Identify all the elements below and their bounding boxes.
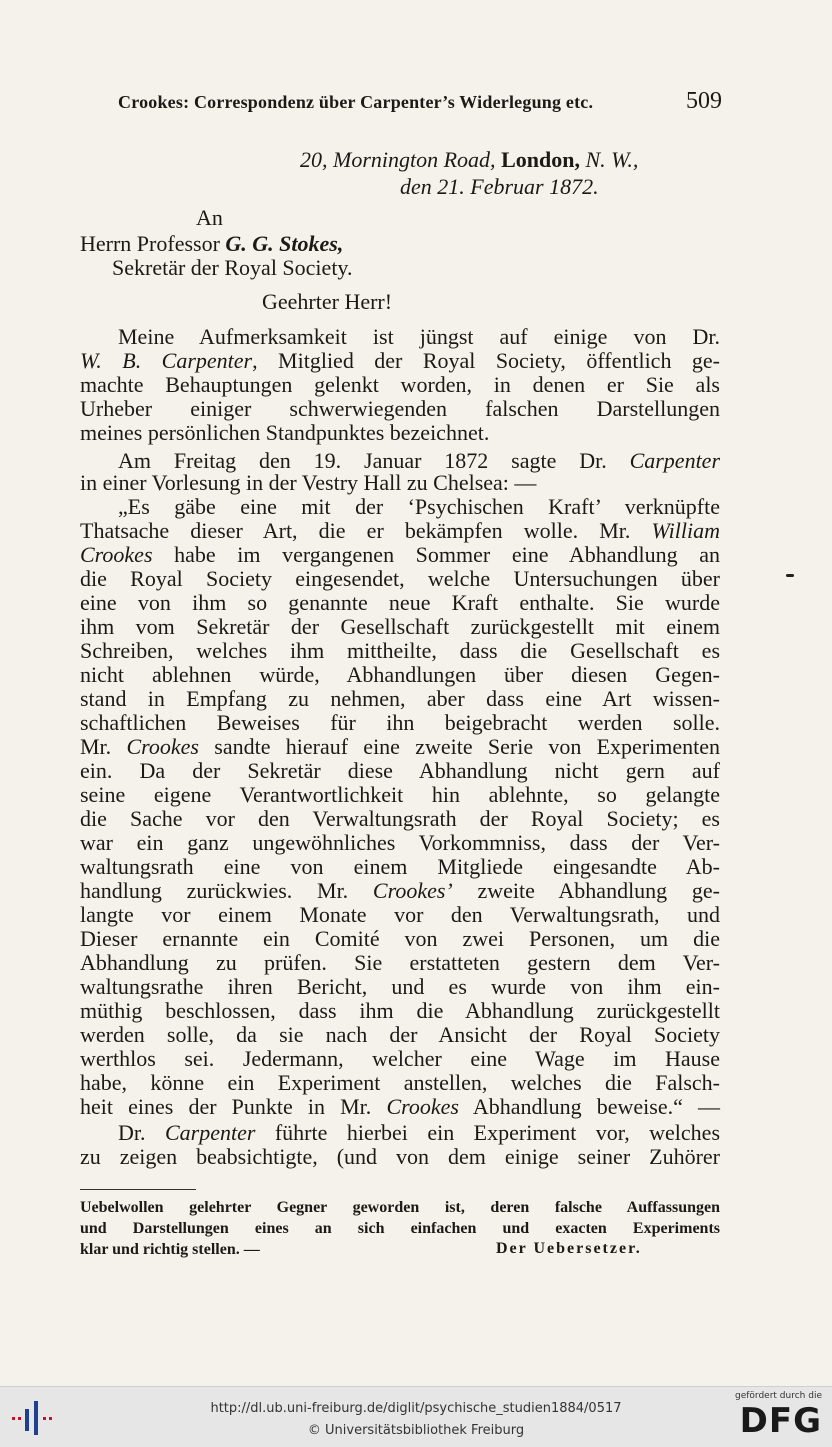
body-line: Meine Aufmerksamkeit ist jüngst auf einige von Dr. — [118, 324, 720, 349]
person-name: Crookes — [126, 734, 199, 759]
person-name: Crookes’ — [372, 878, 453, 903]
copyright-notice: © Universitätsbibliothek Freiburg — [307, 1423, 525, 1438]
recipient-prefix: Herrn Professor — [80, 231, 220, 256]
permalink-url[interactable]: http://dl.ub.uni-freiburg.de/diglit/psychische_studien1884/0517 — [210, 1401, 622, 1416]
sender-city: London, — [501, 147, 580, 172]
body-text: handlung zurückwies. Mr. — [80, 878, 349, 903]
body-line: in einer Vorlesung in der Vestry Hall zu Chelsea: — — [80, 470, 537, 495]
body-line: machte Behauptungen gelenkt worden, in denen er Sie als — [80, 372, 720, 397]
recipient-title: Sekretär der Royal Society. — [112, 255, 353, 280]
person-name: Crookes — [386, 1094, 459, 1119]
dfg-logo[interactable]: DFG — [739, 1401, 822, 1441]
body-line: Dieser ernannte ein Comité von zwei Personen, um die — [80, 926, 720, 951]
viewer-footer — [0, 1386, 832, 1447]
body-line: nicht ablehnen würde, Abhandlungen über diesen Gegen- — [80, 662, 720, 687]
body-line — [80, 349, 720, 373]
body-line: ein. Da der Sekretär diese Abhandlung nicht gern auf — [80, 758, 720, 783]
body-line: Urheber einiger schwerwiegenden falschen Darstellungen — [80, 396, 720, 421]
recipient-line — [80, 232, 343, 256]
translator-signature: Der Uebersetzer. — [496, 1240, 642, 1257]
body-line: werden solle, da sie nach der Ansicht der Royal Society — [80, 1022, 720, 1047]
body-line: seine eigene Verantwortlichkeit hin ablehnte, so gelangte — [80, 782, 720, 807]
body-text: führte hierbei ein Experiment vor, welches — [274, 1120, 721, 1145]
sender-address-line — [300, 148, 638, 172]
body-line — [80, 519, 720, 543]
body-text: , Mitglied der Royal Society, öffentlich ge- — [252, 348, 720, 373]
body-line: „Es gäbe eine mit der ‘Psychischen Kraft’ verknüpfte — [118, 494, 720, 519]
body-line: waltungsrath eine von einem Mitgliede eingesandte Ab- — [80, 854, 720, 879]
salutation: Geehrter Herr! — [262, 289, 393, 314]
body-text: Mr. — [80, 734, 112, 759]
body-line: müthig beschlossen, dass ihm die Abhandlung zurückgestellt — [80, 998, 720, 1023]
body-text: Dr. — [118, 1120, 146, 1145]
body-text: zweite Abhandlung ge- — [477, 878, 721, 903]
body-text: heit eines der Punkte in Mr. — [80, 1094, 372, 1119]
body-line: zu zeigen beabsichtigte, (und von dem einige seiner Zuhörer — [80, 1144, 720, 1169]
sender-district: N. W., — [585, 147, 639, 172]
body-text: sandte hierauf eine zweite Serie von Experimenten — [214, 734, 721, 759]
body-line — [118, 1121, 720, 1145]
running-title: Crookes: Correspondenz über Carpenter’s Widerlegung etc. — [118, 92, 594, 112]
body-line — [80, 735, 720, 759]
body-line: schaftlichen Beweises für ihn beigebracht werden solle. — [80, 710, 720, 735]
body-line: die Sache vor den Verwaltungsrath der Royal Society; es — [80, 806, 720, 831]
body-line: Abhandlung zu prüfen. Sie erstatteten gestern dem Ver- — [80, 950, 720, 975]
body-line: habe, könne ein Experiment anstellen, welches die Falsch- — [80, 1070, 720, 1095]
scan-artifact-mark — [786, 574, 794, 577]
footnote-rule — [80, 1189, 196, 1190]
body-line — [80, 879, 720, 903]
footnote-line: und Darstellungen eines an sich einfachen und exacten Experiments — [80, 1220, 720, 1237]
body-text: habe im vergangenen Sommer eine Abhandlung an — [174, 542, 721, 567]
letter-date: den 21. Februar 1872. — [400, 174, 599, 199]
body-line: war ein ganz ungewöhnliches Vorkommniss, dass der Ver- — [80, 830, 720, 855]
body-line — [80, 543, 720, 567]
body-text: Am Freitag den 19. Januar 1872 sagte Dr. — [118, 448, 607, 473]
funding-caption: gefördert durch die — [735, 1391, 822, 1401]
sender-address: 20, Mornington Road, — [300, 147, 496, 172]
body-line: langte vor einem Monate vor den Verwaltungsrath, und — [80, 902, 720, 927]
body-line: waltungsrathe ihren Bericht, und es wurde von ihm ein- — [80, 974, 720, 999]
person-name: Crookes — [80, 542, 153, 567]
body-text: Thatsache dieser Art, die er bekämpfen wolle. Mr. — [80, 518, 631, 543]
page-number: 509 — [686, 88, 722, 114]
letter-to: An — [196, 205, 223, 230]
footnote-line: klar und richtig stellen. — — [80, 1241, 260, 1258]
body-line — [80, 1095, 720, 1119]
body-line: die Royal Society eingesendet, welche Untersuchungen über — [80, 566, 720, 591]
body-line: Schreiben, welches ihm mittheilte, dass die Gesellschaft es — [80, 638, 720, 663]
body-text: Abhandlung beweise.“ — — [472, 1094, 721, 1119]
body-line: meines persönlichen Standpunktes bezeichnet. — [80, 420, 490, 445]
person-name: William — [651, 518, 720, 543]
running-header — [118, 88, 722, 116]
person-name: W. B. Carpenter — [80, 348, 253, 373]
body-line: stand in Empfang zu nehmen, aber dass eine Art wissen- — [80, 686, 720, 711]
body-line: werthlos sei. Jedermann, welcher eine Wage im Hause — [80, 1046, 720, 1071]
footnote-line: Uebelwollen gelehrter Gegner geworden ist, deren falsche Auffassungen — [80, 1199, 720, 1216]
recipient-name: G. G. Stokes, — [225, 231, 344, 256]
person-name: Carpenter — [629, 448, 721, 473]
body-line: eine von ihm so genannte neue Kraft enthalte. Sie wurde — [80, 590, 720, 615]
body-line: ihm vom Sekretär der Gesellschaft zurückgestellt mit einem — [80, 614, 720, 639]
person-name: Carpenter — [164, 1120, 256, 1145]
